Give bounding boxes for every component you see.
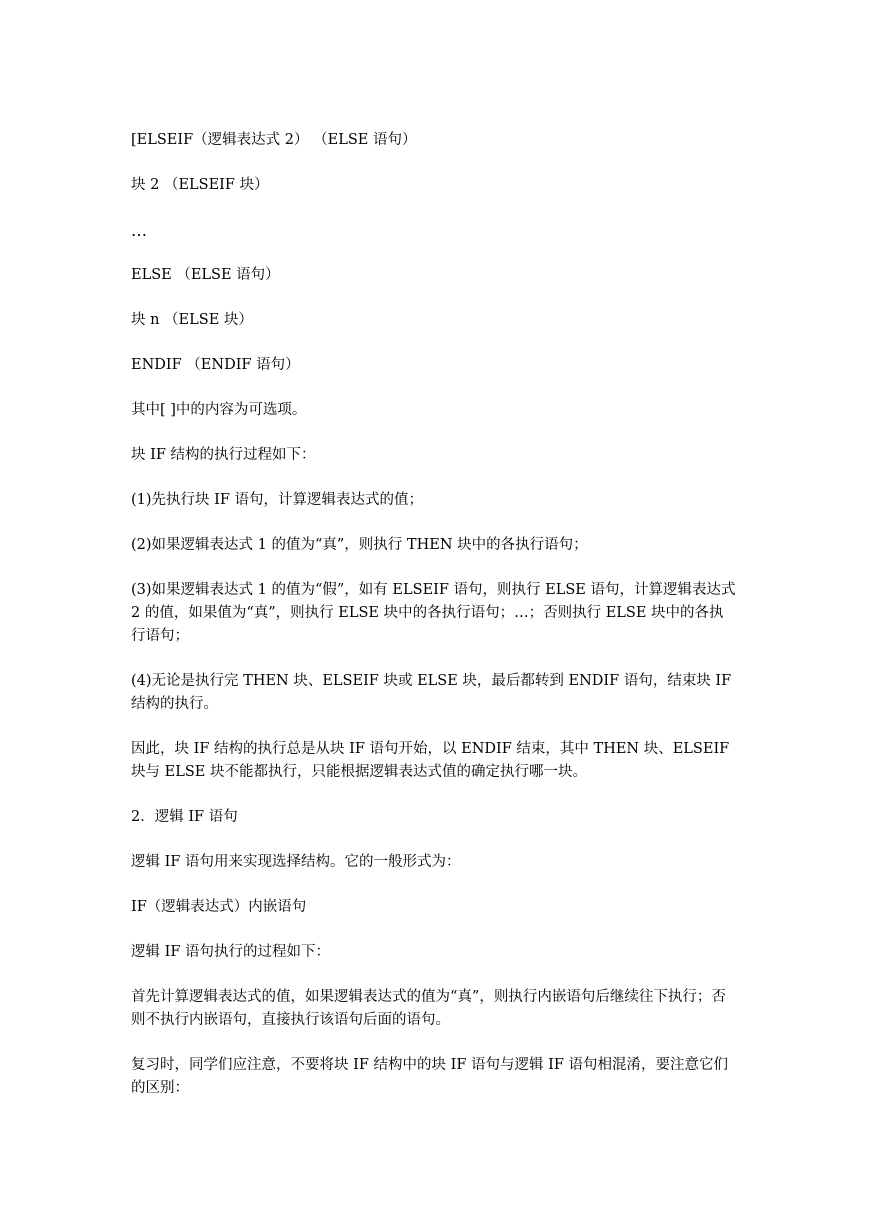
ellipsis-line: … (131, 221, 148, 240)
section-heading-logical-if: 2．逻辑 IF 语句 (131, 809, 238, 825)
process-step-4: (4)无论是执行完 THEN 块、ELSEIF 块或 ELSE 块，最后都转到 ENDIF 语句，结束块 IF 结构的执行。 (131, 673, 732, 712)
review-note: 复习时，同学们应注意，不要将块 IF 结构中的块 IF 语句与逻辑 IF 语句相混淆，要注意它们的区别： (131, 1057, 729, 1096)
process-step-2: (2)如果逻辑表达式 1 的值为“真”，则执行 THEN 块中的各执行语句； (131, 537, 588, 553)
logical-if-syntax: IF（逻辑表达式）内嵌语句 (131, 899, 307, 915)
process-step-3: (3)如果逻辑表达式 1 的值为“假”，如有 ELSEIF 语句，则执行 ELSE 语句，计算逻辑表达式 2 的值，如果值为“真”，则执行 ELSE 块中的各执行语句；…；否则执行 ELSE 块中的各执行语句； (131, 582, 736, 644)
optional-note: 其中[ ]中的内容为可选项。 (131, 402, 307, 418)
block-n-line: 块 n （ELSE 块） (131, 312, 253, 328)
logical-if-process-heading: 逻辑 IF 语句执行的过程如下： (131, 944, 331, 960)
document-body (131, 129, 738, 1122)
endif-syntax-line: ENDIF （ENDIF 语句） (131, 357, 300, 373)
process-step-1: (1)先执行块 IF 语句，计算逻辑表达式的值； (131, 492, 424, 508)
logical-if-process-text: 首先计算逻辑表达式的值，如果逻辑表达式的值为“真”，则执行内嵌语句后继续往下执行；否则不执行内嵌语句，直接执行该语句后面的语句。 (131, 989, 726, 1028)
elseif-syntax-line: [ELSEIF（逻辑表达式 2） （ELSE 语句） (131, 132, 417, 148)
block-if-summary: 因此，块 IF 结构的执行总是从块 IF 语句开始，以 ENDIF 结束，其中 THEN 块、ELSEIF 块与 ELSE 块不能都执行，只能根据逻辑表达式值的确定执行哪一块。 (131, 741, 730, 780)
else-syntax-line: ELSE （ELSE 语句） (131, 267, 280, 283)
block-2-line: 块 2 （ELSEIF 块） (131, 177, 269, 193)
logical-if-intro: 逻辑 IF 语句用来实现选择结构。它的一般形式为： (131, 854, 461, 870)
block-if-process-heading: 块 IF 结构的执行过程如下： (131, 447, 316, 463)
